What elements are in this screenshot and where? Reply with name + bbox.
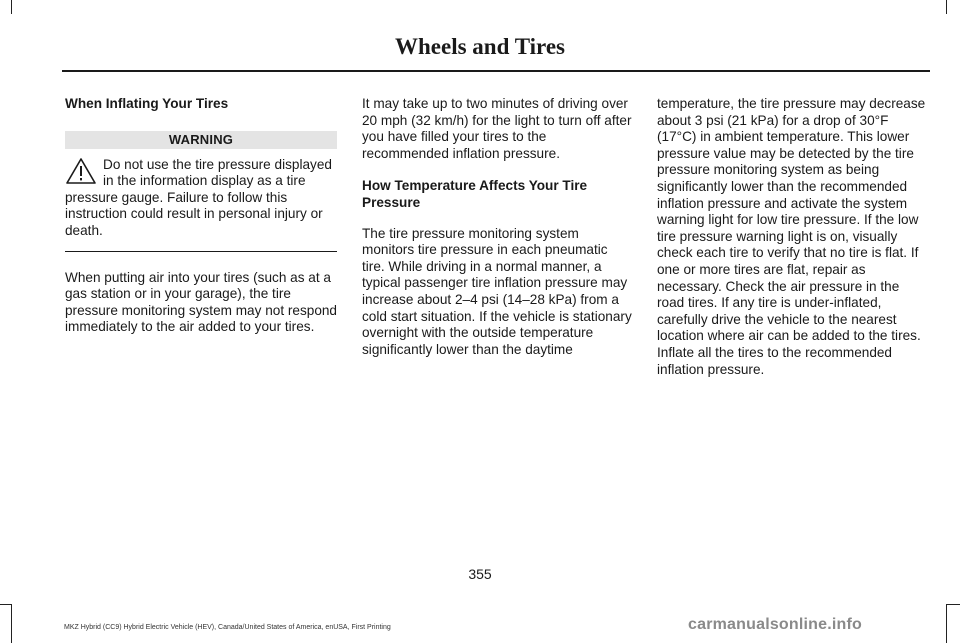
paragraph-inflating: When putting air into your tires (such as at a gas station or in your garage), the tire pressure monitoring system may not respond immediately to the air added to your tires. [65,269,337,335]
page-title: Wheels and Tires [395,34,565,59]
crop-mark-bottom-right-v [946,604,947,643]
paragraph-temperature: The tire pressure monitoring system monitors tire pressure in each pneumatic tire. While driving in a normal manner, a typical passenger tire inflation pressure may increase about 2–4 psi (14–28 kPa) from a cold start situation. If the vehicle is stationary overnight with the outside temperature significantly lower than the daytime [362,225,632,357]
warning-box [65,157,337,240]
header-divider [62,70,930,72]
crop-mark-bottom-left-h [0,604,12,605]
page-number: 355 [468,566,492,582]
warning-label: WARNING [65,131,337,149]
paragraph-light-off: It may take up to two minutes of driving over 20 mph (32 km/h) for the light to turn off after you have filled your tires to the recommended inflation pressure. [362,96,632,161]
section-heading-inflating: When Inflating Your Tires [65,96,229,111]
section-heading-temperature: How Temperature Affects Your Tire Pressure [362,178,588,210]
column-3 [657,96,929,394]
paragraph-temperature-continued: temperature, the tire pressure may decrease about 3 psi (21 kPa) for a drop of 30°F (17°C) in ambient temperature. This lower pressure value may be detected by the tire pressure monitoring system as being significantly lower than the recommended inflation pressure and activate the system warning light for low tire pressure. If the low tire pressure warning light is on, visually check each tire to verify that no tire is flat. If one or more tires are flat, repair as necessary. Check the air pressure in the road tires. If any tire is under-inflated, carefully drive the vehicle to the nearest location where air can be added to the tires. Inflate all the tires to the recommended inflation pressure. [657,96,926,377]
crop-mark-top-left [11,0,12,14]
warning-divider [65,251,337,252]
column-1 [65,96,337,352]
warning-text: Do not use the tire pressure displayed in the information display as a tire pressure gauge. Failure to follow this instruction could result in personal injury or death. [65,156,332,238]
watermark: carmanualsonline.info [688,616,863,633]
warning-triangle-icon [65,157,97,185]
crop-mark-top-right [946,0,947,14]
crop-mark-bottom-right-h [946,604,960,605]
footer-text: MKZ Hybrid (CC9) Hybrid Electric Vehicle (HEV), Canada/United States of America, enUSA, First Printing [64,624,391,631]
column-2 [362,96,632,374]
crop-mark-bottom-left-v [11,604,12,643]
